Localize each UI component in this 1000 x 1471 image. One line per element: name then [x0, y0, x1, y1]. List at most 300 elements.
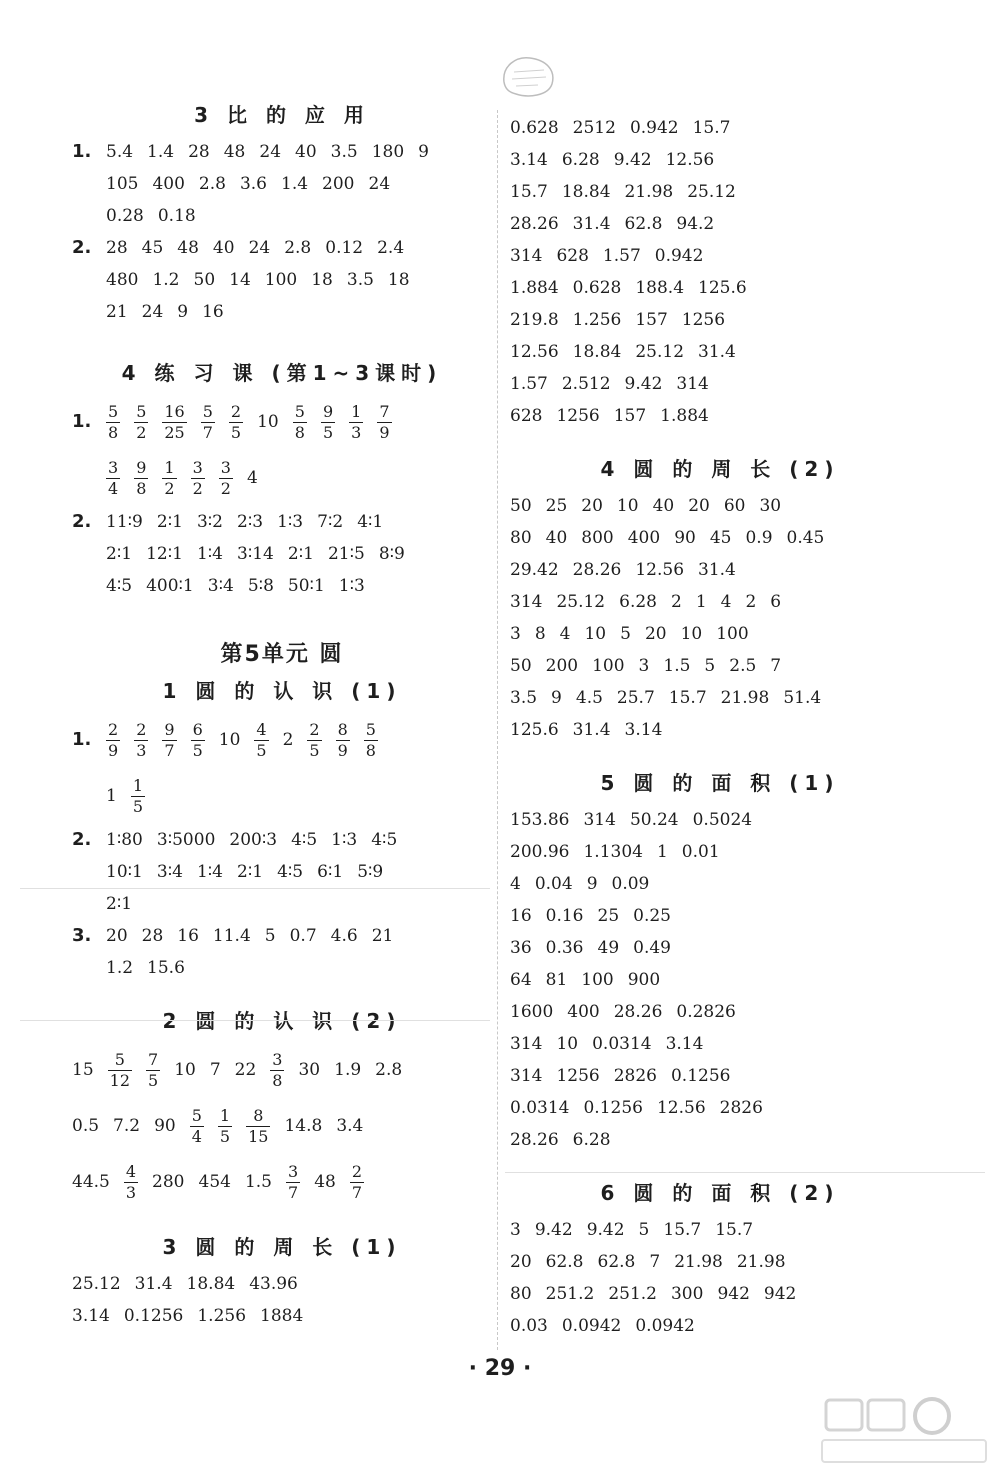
answer-value: 30: [298, 1060, 321, 1080]
answer-value: 15.6: [147, 958, 185, 978]
answer-value: 2826: [613, 1066, 657, 1086]
answer-value: 5: [620, 624, 631, 644]
answer-value: 6.28: [619, 592, 657, 612]
answer-value: 1600: [510, 1002, 554, 1022]
answer-value: 31.4: [698, 560, 736, 580]
answer-value: 25.12: [556, 592, 606, 612]
answer-value: 100: [716, 624, 749, 644]
answer-value: 25: [597, 906, 620, 926]
answer-value: 2∶3: [237, 512, 264, 532]
answer-value: 1.256: [197, 1306, 247, 1326]
fraction: [336, 720, 350, 761]
answer-value: 0.28: [106, 206, 144, 226]
fraction: [134, 458, 148, 499]
fraction: [349, 402, 363, 443]
answer-value: 1: [106, 786, 117, 806]
answer-value: 0.628: [510, 118, 559, 138]
answer-value: 11.4: [212, 926, 251, 946]
answer-value: 28.26: [572, 560, 622, 580]
answer-value: 20: [581, 496, 603, 516]
answer-value: 10: [174, 1060, 196, 1080]
fraction: [106, 402, 120, 443]
fraction-numerator: 2: [230, 401, 242, 421]
answer-value: 25.12: [687, 182, 736, 202]
answer-value: 1.9: [334, 1060, 362, 1080]
answer-value: 3∶4: [207, 576, 234, 596]
fraction-numerator: 5: [108, 401, 119, 421]
answer-value: 0.45: [786, 528, 825, 548]
answer-value: 1∶3: [338, 576, 365, 596]
answer-value: 0.25: [633, 906, 671, 926]
answer-line: [510, 1092, 930, 1124]
fraction-denominator: 5: [219, 1126, 231, 1146]
answer-value: 16: [510, 906, 532, 926]
answer-value: 14.8: [284, 1116, 323, 1136]
answer-value: 40: [545, 528, 568, 548]
answer-lines: [106, 506, 492, 602]
fraction-denominator: 7: [351, 1182, 363, 1202]
answer-value: 18: [387, 270, 410, 290]
answer-value: 157: [635, 310, 668, 330]
answer-value: 7: [649, 1252, 661, 1272]
answer-value: 20: [510, 1252, 532, 1272]
fraction-denominator: 8: [108, 422, 119, 442]
answer-value: 5∶9: [357, 862, 384, 882]
answer-value: 900: [627, 970, 661, 990]
answer-value: 20: [688, 496, 710, 516]
fraction-denominator: 7: [202, 422, 213, 442]
answer-value: 25.12: [635, 342, 685, 362]
answer-value: 16: [202, 302, 224, 322]
answer-value: 3.5: [346, 270, 374, 290]
answer-value: 24: [368, 174, 391, 194]
answer-value: 28.26: [510, 1130, 559, 1150]
answer-line: [510, 176, 930, 208]
answer-value: 43.96: [249, 1274, 298, 1294]
answer-value: 48: [223, 142, 246, 162]
answer-value: 0.1256: [670, 1066, 731, 1086]
fraction-denominator: 3: [136, 740, 147, 760]
problem-number: 3.: [72, 925, 92, 946]
answer-value: 2.5: [729, 656, 757, 676]
answer-value: 0.09: [611, 874, 650, 894]
answer-value: 24: [248, 238, 271, 258]
answer-value: 1∶80: [106, 830, 143, 850]
problem-1: [72, 136, 492, 232]
answer-value: 21.98: [720, 688, 770, 708]
answer-line: [510, 522, 930, 554]
answer-value: 0.18: [157, 206, 196, 226]
answer-value: 4.5: [575, 688, 603, 708]
fraction-numerator: 5: [365, 719, 376, 739]
fraction-denominator: 3: [125, 1182, 137, 1202]
answer-value: 314: [510, 246, 543, 266]
answer-value: 0.942: [654, 246, 704, 266]
fraction: [307, 720, 321, 761]
answer-value: 3: [510, 624, 521, 644]
answer-value: 251.2: [608, 1284, 657, 1304]
answer-line: [510, 900, 930, 932]
fraction: [364, 720, 378, 761]
fraction-denominator: 8: [272, 1070, 283, 1090]
answer-value: 25.7: [616, 688, 655, 708]
answer-value: 105: [106, 174, 139, 194]
answer-value: 50: [510, 496, 532, 516]
answer-line: [510, 304, 930, 336]
answer-line: [510, 964, 930, 996]
answer-value: 314: [583, 810, 616, 830]
answer-value: 4∶5: [291, 830, 318, 850]
answer-value: 4.6: [330, 926, 358, 946]
answer-value: 10: [218, 730, 241, 750]
answer-value: 1: [656, 842, 668, 862]
answer-value: 9: [177, 302, 189, 322]
fraction-denominator: 12: [109, 1070, 130, 1090]
answer-value: 24: [259, 142, 282, 162]
answer-value: 2∶1: [106, 544, 133, 564]
answer-value: 10: [680, 624, 703, 644]
problem-1: [72, 712, 492, 824]
answer-value: 12.56: [656, 1098, 706, 1118]
answer-value: 153.86: [510, 810, 570, 830]
answer-line: [510, 112, 930, 144]
answer-line: [510, 682, 930, 714]
fraction-numerator: 3: [288, 1161, 299, 1181]
answer-value: 30: [759, 496, 782, 516]
answer-value: 10: [616, 496, 639, 516]
answer-line: [510, 996, 930, 1028]
answer-value: 7.2: [113, 1116, 141, 1136]
fraction-row: [106, 450, 492, 506]
answer-value: 942: [717, 1284, 750, 1304]
fraction: [162, 458, 176, 499]
answer-line: [510, 932, 930, 964]
section-title-area-1: 5 圆 的 面 积 (1): [600, 771, 840, 795]
answer-value: 480: [106, 270, 139, 290]
answer-value: 62.8: [624, 214, 663, 234]
fraction-denominator: 9: [108, 740, 119, 760]
fraction-numerator: 2: [136, 719, 147, 739]
answer-value: 3∶5000: [156, 830, 216, 850]
answer-value: 0.7: [289, 926, 317, 946]
answer-value: 2.4: [377, 238, 405, 258]
faint-scan-line: [20, 888, 490, 889]
fraction-numerator: 2: [309, 719, 320, 739]
answer-value: 6.28: [561, 150, 600, 170]
answer-value: 16: [177, 926, 199, 946]
answer-lines: [106, 824, 492, 920]
answer-line: [106, 538, 492, 570]
answer-value: 0.0942: [635, 1316, 695, 1336]
answer-line: [510, 586, 930, 618]
answer-value: 400: [152, 174, 185, 194]
answer-value: 81: [545, 970, 568, 990]
answer-value: 0.1256: [123, 1306, 184, 1326]
answer-value: 5: [704, 656, 716, 676]
fraction-row: [106, 712, 492, 768]
answer-value: 2: [670, 592, 682, 612]
answer-value: 400∶1: [146, 576, 194, 596]
fraction-numerator: 9: [136, 457, 147, 477]
answer-value: 9: [586, 874, 598, 894]
fraction-numerator: 1: [351, 401, 362, 421]
answer-value: 0.03: [510, 1316, 548, 1336]
fraction-denominator: 2: [136, 422, 147, 442]
answer-value: 1.57: [510, 374, 548, 394]
fraction-row: [106, 768, 492, 824]
answer-value: 80: [510, 528, 532, 548]
answer-value: 3.14: [624, 720, 663, 740]
answer-line: [510, 240, 930, 272]
fraction-row: [72, 1098, 492, 1154]
answer-value: 3.4: [336, 1116, 364, 1136]
fraction-numerator: 3: [272, 1049, 283, 1069]
answer-line: [510, 1278, 930, 1310]
problem-2: [72, 506, 492, 602]
answer-value: 2.512: [561, 374, 611, 394]
answer-value: 8∶9: [378, 544, 405, 564]
fraction-numerator: 4: [125, 1161, 137, 1181]
answer-value: 4: [510, 874, 521, 894]
answer-value: 18.84: [186, 1274, 236, 1294]
answer-line: [510, 804, 930, 836]
answer-value: 8: [534, 624, 546, 644]
answer-value: 1.5: [244, 1172, 272, 1192]
answer-value: 2∶1: [156, 512, 183, 532]
answer-value: 180: [371, 142, 405, 162]
answer-value: 6: [770, 592, 782, 612]
fraction-denominator: 2: [192, 478, 203, 498]
fraction: [246, 1106, 270, 1147]
answer-value: 4: [246, 468, 258, 488]
answer-value: 48: [314, 1172, 336, 1192]
fraction-denominator: 7: [288, 1182, 299, 1202]
problem-number: 2.: [72, 511, 92, 532]
problem-3: [72, 920, 492, 984]
answer-value: 50: [193, 270, 216, 290]
answer-value: 10: [257, 412, 279, 432]
answer-value: 50: [510, 656, 532, 676]
answer-value: 0.5024: [692, 810, 753, 830]
fraction-numerator: 5: [202, 401, 213, 421]
answer-value: 200: [545, 656, 579, 676]
answer-value: 1∶3: [277, 512, 304, 532]
answer-value: 45: [709, 528, 732, 548]
answer-value: 21.98: [674, 1252, 723, 1272]
fraction-denominator: 5: [192, 740, 203, 760]
answer-value: 1.5: [663, 656, 691, 676]
answer-value: 1256: [556, 1066, 600, 1086]
answer-value: 28: [106, 238, 128, 258]
answer-line: [510, 1214, 930, 1246]
fraction-numerator: 1: [164, 457, 175, 477]
answer-line: [510, 1124, 930, 1156]
answer-value: 4∶1: [357, 512, 384, 532]
fraction-numerator: 4: [256, 719, 267, 739]
answer-line: [106, 824, 492, 856]
answer-line: [510, 368, 930, 400]
answer-value: 50.24: [629, 810, 679, 830]
answer-value: 0.49: [633, 938, 671, 958]
column-divider: [497, 110, 498, 1350]
fraction-numerator: 7: [148, 1049, 159, 1069]
fraction-row: [72, 1042, 492, 1098]
answer-value: 188.4: [635, 278, 685, 298]
answer-value: 22: [234, 1060, 257, 1080]
answer-lines: [106, 136, 492, 232]
answer-value: 28.26: [510, 214, 559, 234]
answer-value: 0.2826: [676, 1002, 736, 1022]
fraction: [270, 1050, 284, 1091]
answer-value: 3.14: [72, 1306, 110, 1326]
fraction-denominator: 3: [351, 422, 362, 442]
answer-value: 300: [670, 1284, 704, 1304]
answer-value: 251.2: [545, 1284, 595, 1304]
answer-value: 15.7: [692, 118, 731, 138]
answer-value: 3.5: [510, 688, 538, 708]
answer-value: 11∶9: [106, 512, 143, 532]
answer-value: 3∶4: [156, 862, 183, 882]
answer-value: 21: [106, 302, 128, 322]
answer-lines: [106, 232, 492, 328]
answer-value: 2.8: [284, 238, 312, 258]
answer-value: 50∶1: [287, 576, 325, 596]
answer-line: [510, 400, 930, 432]
fraction: [201, 402, 215, 443]
answer-value: 3∶14: [237, 544, 274, 564]
answer-value: 12.56: [665, 150, 715, 170]
fraction-denominator: 4: [191, 1126, 202, 1146]
answer-value: 1.57: [602, 246, 641, 266]
answer-value: 40: [212, 238, 235, 258]
answer-value: 0.36: [545, 938, 584, 958]
fraction-numerator: 1: [219, 1105, 231, 1125]
fraction: [191, 720, 205, 761]
answer-value: 1.1304: [583, 842, 643, 862]
answer-value: 15.7: [668, 688, 707, 708]
answer-value: 4∶5: [106, 576, 133, 596]
fraction: [219, 458, 233, 499]
fraction-numerator: 5: [136, 401, 147, 421]
answer-value: 0.12: [325, 238, 364, 258]
fraction: [190, 1106, 204, 1147]
answer-value: 100: [581, 970, 614, 990]
answer-value: 400: [567, 1002, 600, 1022]
answer-value: 0.16: [545, 906, 584, 926]
answer-value: 25.12: [72, 1274, 121, 1294]
answer-value: 62.8: [597, 1252, 636, 1272]
answer-value: 4: [720, 592, 732, 612]
answer-line: [106, 920, 492, 952]
answer-value: 1∶4: [196, 544, 223, 564]
answer-line: [510, 272, 930, 304]
section-title-circumference-2: 4 圆 的 周 长 (2): [600, 457, 840, 481]
faint-scan-line: [20, 1020, 490, 1021]
answer-value: 31.4: [572, 720, 611, 740]
answer-value: 5∶8: [247, 576, 274, 596]
answer-value: 2∶1: [106, 894, 133, 914]
answer-value: 1884: [260, 1306, 304, 1326]
problem-number: 1.: [72, 141, 92, 162]
answer-line: [106, 200, 492, 232]
answer-line: [510, 208, 930, 240]
answer-line: [106, 856, 492, 888]
answer-value: 3.6: [239, 174, 267, 194]
answer-value: 280: [152, 1172, 185, 1192]
fraction-denominator: 9: [379, 422, 390, 442]
fraction-numerator: 9: [164, 719, 175, 739]
fraction: [191, 458, 205, 499]
answer-value: 20: [106, 926, 128, 946]
fraction-numerator: 5: [114, 1049, 125, 1069]
fraction-numerator: 7: [379, 401, 390, 421]
fraction: [254, 720, 268, 761]
fraction-numerator: 2: [108, 719, 119, 739]
answer-line: [510, 1246, 930, 1278]
fraction: [293, 402, 307, 443]
answer-value: 9: [418, 142, 429, 162]
fraction-numerator: 9: [322, 401, 334, 421]
answer-line: [106, 570, 492, 602]
site-watermark-logo: [818, 1396, 990, 1466]
answer-value: 1∶4: [196, 862, 223, 882]
fraction-denominator: 5: [148, 1070, 159, 1090]
fraction-denominator: 2: [220, 478, 231, 498]
answer-value: 49: [597, 938, 620, 958]
answer-value: 36: [510, 938, 532, 958]
answer-value: 200∶3: [229, 830, 278, 850]
answer-lines: [510, 804, 930, 1156]
answer-line: [510, 836, 930, 868]
answer-value: 15.7: [663, 1220, 702, 1240]
answer-value: 942: [763, 1284, 797, 1304]
answer-line: [72, 1300, 492, 1332]
answer-value: 1.256: [572, 310, 622, 330]
fraction-numerator: 5: [294, 401, 305, 421]
answer-line: [510, 336, 930, 368]
answer-value: 100: [264, 270, 298, 290]
answer-value: 28.26: [613, 1002, 663, 1022]
answer-value: 314: [676, 374, 709, 394]
fraction: [162, 720, 176, 761]
fraction-denominator: 2: [164, 478, 175, 498]
answer-value: 7: [770, 656, 782, 676]
answer-value: 628: [510, 406, 543, 426]
fraction-numerator: 3: [108, 457, 119, 477]
answer-line: [510, 490, 930, 522]
answer-value: 21.98: [736, 1252, 786, 1272]
faint-scan-line: [505, 1172, 985, 1173]
answer-value: 2∶1: [237, 862, 264, 882]
answer-value: 3.14: [665, 1034, 704, 1054]
unit-title-circle: 第5单元 圆: [220, 642, 344, 667]
answer-value: 9.42: [586, 1220, 625, 1240]
fraction-denominator: 9: [337, 740, 348, 760]
answer-value: 25: [545, 496, 568, 516]
section-title-ratio-application: 3 比 的 应 用: [194, 103, 370, 127]
fraction: [134, 720, 148, 761]
answer-line: [106, 506, 492, 538]
fraction-numerator: 8: [337, 719, 348, 739]
answer-value: 200: [322, 174, 355, 194]
answer-value: 40: [295, 142, 317, 162]
answer-value: 4: [559, 624, 571, 644]
answer-value: 60: [723, 496, 746, 516]
answer-value: 1256: [556, 406, 600, 426]
answer-value: 4∶5: [277, 862, 304, 882]
fraction-denominator: 5: [132, 796, 144, 816]
answer-line: [72, 1268, 492, 1300]
